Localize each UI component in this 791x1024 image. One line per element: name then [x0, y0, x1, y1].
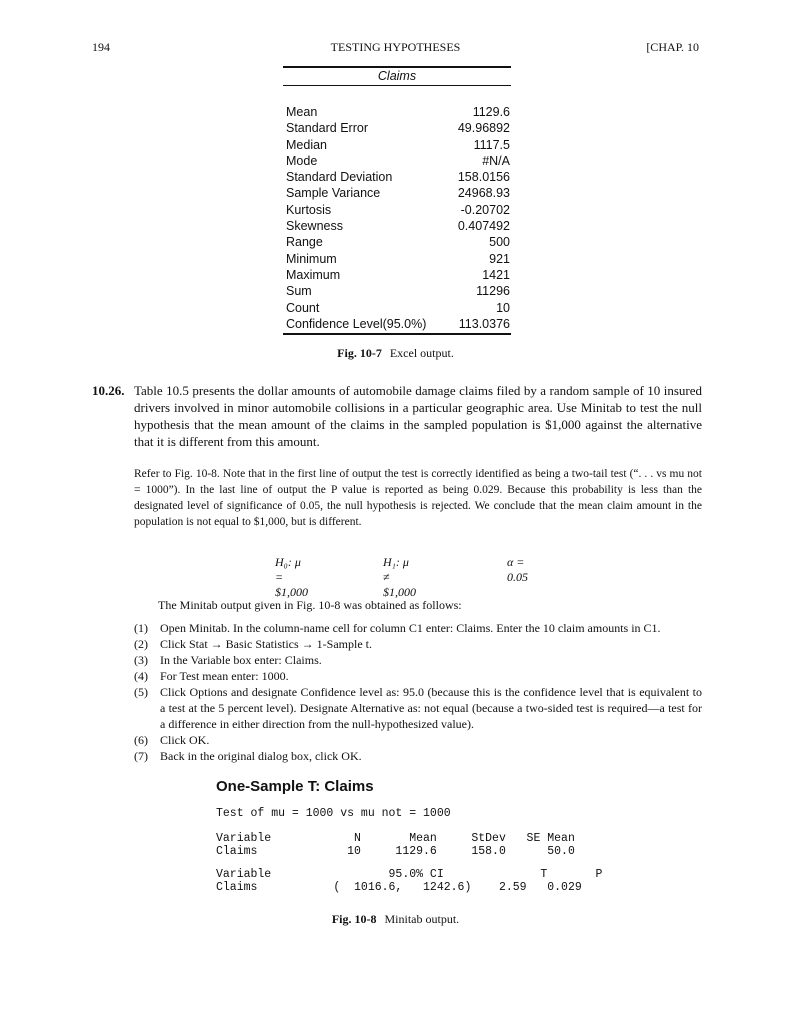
- excel-row-value: 500: [489, 235, 510, 250]
- excel-row: [283, 300, 511, 316]
- excel-row-value: 921: [489, 251, 510, 266]
- steps-list: [134, 620, 702, 764]
- excel-row-label: Confidence Level(95.0%): [286, 316, 427, 331]
- excel-row-label: Mode: [286, 153, 318, 168]
- excel-row-label: Skewness: [286, 219, 343, 234]
- excel-row: [283, 120, 511, 136]
- excel-row-value: 0.407492: [457, 219, 510, 234]
- step-item: [134, 620, 702, 636]
- solution-paragraph: Refer to Fig. 10-8. Note that in the first line of output the test is correctly identified as being a two-tail test (“. . . vs mu not = 1000”). In the last line of output the P value is reported as being 0.029. Because this probability is less than the designated level of significance of 0.05, the null hypothesis is rejected. We conclude that the mean claim amount in the population is not equal to $1,000, but is different.: [134, 468, 702, 528]
- null-hypothesis: H₀: μ = $1,000: [275, 555, 308, 599]
- excel-row-label: Range: [286, 235, 323, 250]
- step-text: For Test mean enter: 1000.: [160, 669, 289, 683]
- excel-table-title: Claims: [283, 66, 511, 86]
- step-item: [134, 684, 702, 732]
- excel-row: [283, 169, 511, 185]
- excel-row: [283, 218, 511, 234]
- excel-row-value: 10: [496, 300, 510, 315]
- step-text: Click Stat → Basic Statistics → 1-Sample t.: [160, 637, 372, 651]
- step-item: [134, 652, 702, 668]
- step-text: Click OK.: [160, 733, 210, 747]
- running-title: TESTING HYPOTHESES: [330, 40, 461, 54]
- excel-row: [283, 234, 511, 250]
- excel-row: [283, 137, 511, 153]
- excel-row-label: Count: [286, 300, 320, 315]
- step-item: [134, 732, 702, 748]
- step-number: (2): [134, 637, 148, 651]
- excel-row-label: Standard Deviation: [286, 170, 393, 185]
- step-number: (7): [134, 749, 148, 763]
- excel-row-value: 49.96892: [457, 121, 510, 136]
- excel-row-value: 24968.93: [457, 186, 510, 201]
- step-number: (3): [134, 653, 148, 667]
- chapter-label: [CHAP. 10: [646, 40, 699, 54]
- excel-row-value: #N/A: [482, 153, 510, 168]
- excel-row-label: Median: [286, 137, 327, 152]
- minitab-output: [216, 778, 602, 894]
- excel-row-value: 158.0156: [457, 170, 510, 185]
- excel-row-value: -0.20702: [460, 202, 510, 217]
- step-number: (5): [134, 685, 148, 699]
- excel-table-bottom-rule: [283, 333, 511, 335]
- step-item: [134, 748, 702, 764]
- minitab-table-ci: Variable 95.0% CI T P Claims ( 1016.6, 1242.6) 2.59 0.029: [216, 868, 603, 894]
- excel-row-value: 1421: [482, 267, 510, 282]
- excel-row-value: 1129.6: [472, 105, 510, 119]
- fig-10-8-text: Minitab output.: [384, 912, 460, 926]
- step-number: (1): [134, 621, 148, 635]
- excel-row-label: Minimum: [286, 251, 337, 266]
- step-item: [134, 636, 702, 652]
- fig-10-8-label: Fig. 10-8: [331, 912, 377, 926]
- excel-row-label: Sample Variance: [286, 186, 381, 201]
- step-number: (6): [134, 733, 148, 747]
- excel-row: [283, 153, 511, 169]
- excel-row: [283, 104, 511, 120]
- problem-number: 10.26.: [92, 383, 125, 398]
- excel-row-label: Sum: [286, 284, 312, 299]
- fig-10-8-caption: [0, 912, 791, 927]
- excel-row-value: 11296: [476, 284, 510, 299]
- fig-10-7-text: Excel output.: [389, 346, 454, 360]
- excel-table-rows: [283, 104, 511, 332]
- minitab-test-line: Test of mu = 1000 vs mu not = 1000: [216, 807, 451, 820]
- excel-row: [283, 316, 511, 332]
- step-text: Click Options and designate Confidence level as: 95.0 (because this is the confidence level that is equivalent to a test at the 5 percent level). Designate Alternative as: not equal (because a two-sided test is required—a test for a difference in either direction from the null-hypothesized value).: [160, 685, 702, 731]
- problem-10-26: [92, 382, 702, 450]
- excel-row-label: Kurtosis: [286, 202, 332, 217]
- excel-row: [283, 185, 511, 201]
- excel-row-label: Standard Error: [286, 121, 368, 136]
- problem-text: Table 10.5 presents the dollar amounts of automobile damage claims filed by a random sample of 10 insured drivers involved in minor automobile collisions in a particular geographic area. Use Minitab to test the null hypothesis that the mean amount of the claims in the sampled population is $1,000 against the alternative that it is different from this amount.: [134, 383, 702, 449]
- excel-row-value: 113.0376: [458, 316, 510, 331]
- step-number: (4): [134, 669, 148, 683]
- page-number: 194: [92, 40, 110, 54]
- excel-row-value: 1117.5: [473, 137, 510, 152]
- step-text: Back in the original dialog box, click OK.: [160, 749, 362, 763]
- step-item: [134, 668, 702, 684]
- excel-output-table: [283, 66, 511, 335]
- minitab-title: One-Sample T: Claims: [216, 778, 374, 795]
- excel-row-label: Maximum: [286, 267, 341, 282]
- fig-10-7-label: Fig. 10-7: [337, 346, 382, 360]
- steps-intro: The Minitab output given in Fig. 10-8 was obtained as follows:: [158, 598, 462, 612]
- excel-row: [283, 251, 511, 267]
- step-text: Open Minitab. In the column-name cell for column C1 enter: Claims. Enter the 10 claim amounts in C1.: [160, 621, 661, 635]
- significance-level: α = 0.05: [507, 555, 528, 584]
- excel-row: [283, 202, 511, 218]
- step-text: In the Variable box enter: Claims.: [160, 653, 322, 667]
- excel-row: [283, 267, 511, 283]
- minitab-table-stats: Variable N Mean StDev SE Mean Claims 10 1129.6 158.0 50.0: [216, 832, 575, 858]
- excel-row: [283, 283, 511, 299]
- excel-row-label: Mean: [286, 105, 318, 119]
- fig-10-7-caption: [0, 346, 791, 361]
- alternative-hypothesis: H₁: μ ≠ $1,000: [383, 555, 416, 599]
